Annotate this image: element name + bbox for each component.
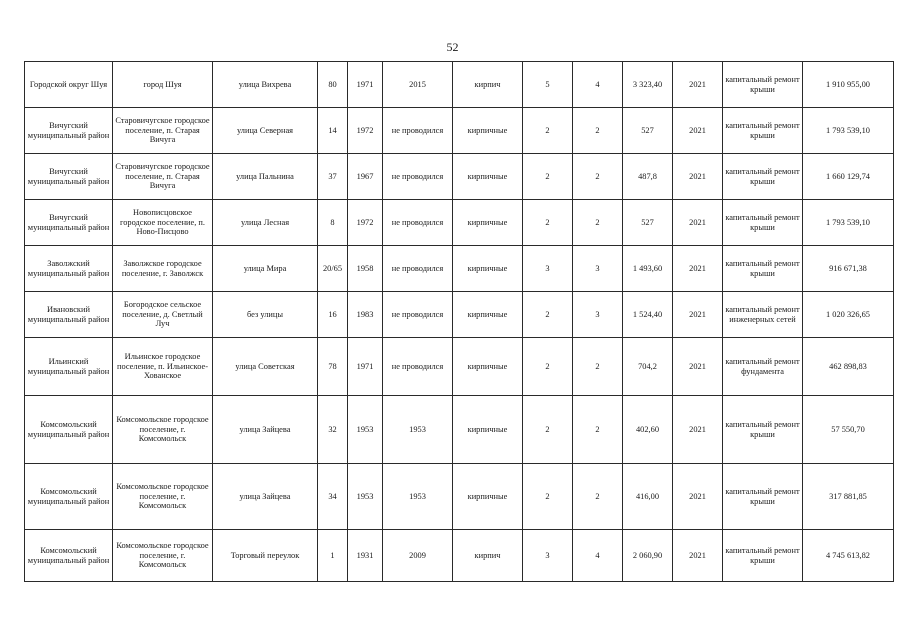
cell-wall-material: кирпичные (453, 338, 523, 396)
cell-street: улица Советская (213, 338, 318, 396)
cell-entrances: 2 (573, 338, 623, 396)
cell-floors: 3 (523, 530, 573, 582)
table-row (25, 108, 894, 154)
cell-district: Вичугский муниципальный район (25, 200, 113, 246)
cell-district: Заволжский муниципальный район (25, 246, 113, 292)
cell-district: Комсомольский муниципальный район (25, 530, 113, 582)
cell-area: 1 493,60 (623, 246, 673, 292)
cell-street: улица Зайцева (213, 396, 318, 464)
table-row (25, 246, 894, 292)
cell-street: улица Северная (213, 108, 318, 154)
cell-last-repair-year: 2015 (383, 62, 453, 108)
cell-floors: 2 (523, 154, 573, 200)
cell-cost: 4 745 613,82 (803, 530, 894, 582)
cell-last-repair-year: не проводился (383, 108, 453, 154)
cell-area: 1 524,40 (623, 292, 673, 338)
cell-district: Комсомольский муниципальный район (25, 396, 113, 464)
cell-cost: 462 898,83 (803, 338, 894, 396)
cell-house-number: 80 (318, 62, 348, 108)
cell-plan-year: 2021 (673, 62, 723, 108)
cell-build-year: 1958 (348, 246, 383, 292)
cell-street: улица Лесная (213, 200, 318, 246)
cell-work-type: капитальный ремонт крыши (723, 246, 803, 292)
cell-street: улица Вихрева (213, 62, 318, 108)
cell-work-type: капитальный ремонт крыши (723, 154, 803, 200)
cell-entrances: 3 (573, 246, 623, 292)
cell-floors: 2 (523, 464, 573, 530)
table-row (25, 396, 894, 464)
cell-street: улица Зайцева (213, 464, 318, 530)
cell-settlement: Старовичугское городское поселение, п. Старая Вичуга (113, 108, 213, 154)
cell-street: Торговый переулок (213, 530, 318, 582)
cell-entrances: 2 (573, 108, 623, 154)
cell-work-type: капитальный ремонт инженерных сетей (723, 292, 803, 338)
cell-cost: 1 793 539,10 (803, 108, 894, 154)
cell-plan-year: 2021 (673, 396, 723, 464)
cell-work-type: капитальный ремонт крыши (723, 108, 803, 154)
cell-plan-year: 2021 (673, 292, 723, 338)
cell-work-type: капитальный ремонт крыши (723, 396, 803, 464)
cell-settlement: Заволжское городское поселение, г. Заволжск (113, 246, 213, 292)
cell-build-year: 1983 (348, 292, 383, 338)
cell-last-repair-year: не проводился (383, 246, 453, 292)
cell-cost: 1 910 955,00 (803, 62, 894, 108)
cell-settlement: Ильинское городское поселение, п. Ильинское-Хованское (113, 338, 213, 396)
cell-street: улица Пальнина (213, 154, 318, 200)
cell-last-repair-year: 1953 (383, 464, 453, 530)
cell-last-repair-year: не проводился (383, 338, 453, 396)
cell-last-repair-year: 1953 (383, 396, 453, 464)
cell-district: Городской округ Шуя (25, 62, 113, 108)
table-row (25, 154, 894, 200)
cell-cost: 1 793 539,10 (803, 200, 894, 246)
cell-settlement: Новописцовское городское поселение, п. Ново-Писцово (113, 200, 213, 246)
cell-build-year: 1971 (348, 338, 383, 396)
cell-build-year: 1972 (348, 200, 383, 246)
cell-house-number: 78 (318, 338, 348, 396)
cell-work-type: капитальный ремонт крыши (723, 62, 803, 108)
cell-settlement: Комсомольское городское поселение, г. Комсомольск (113, 530, 213, 582)
table-row (25, 464, 894, 530)
cell-last-repair-year: не проводился (383, 154, 453, 200)
cell-floors: 2 (523, 200, 573, 246)
cell-build-year: 1967 (348, 154, 383, 200)
cell-area: 402,60 (623, 396, 673, 464)
cell-wall-material: кирпичные (453, 464, 523, 530)
cell-cost: 1 020 326,65 (803, 292, 894, 338)
cell-plan-year: 2021 (673, 464, 723, 530)
cell-district: Вичугский муниципальный район (25, 154, 113, 200)
cell-house-number: 37 (318, 154, 348, 200)
cell-entrances: 3 (573, 292, 623, 338)
cell-build-year: 1953 (348, 396, 383, 464)
cell-area: 527 (623, 108, 673, 154)
cell-work-type: капитальный ремонт крыши (723, 200, 803, 246)
page-number: 52 (446, 40, 459, 54)
cell-wall-material: кирпич (453, 530, 523, 582)
cell-house-number: 32 (318, 396, 348, 464)
cell-house-number: 1 (318, 530, 348, 582)
cell-settlement: Богородское сельское поселение, д. Светлый Луч (113, 292, 213, 338)
cell-plan-year: 2021 (673, 246, 723, 292)
cell-wall-material: кирпичные (453, 154, 523, 200)
cell-plan-year: 2021 (673, 154, 723, 200)
table-row (25, 62, 894, 108)
cell-build-year: 1972 (348, 108, 383, 154)
cell-plan-year: 2021 (673, 108, 723, 154)
cell-plan-year: 2021 (673, 338, 723, 396)
cell-settlement: Комсомольское городское поселение, г. Комсомольск (113, 464, 213, 530)
cell-entrances: 2 (573, 200, 623, 246)
cell-district: Комсомольский муниципальный район (25, 464, 113, 530)
cell-area: 416,00 (623, 464, 673, 530)
cell-entrances: 2 (573, 464, 623, 530)
cell-wall-material: кирпичные (453, 292, 523, 338)
cell-district: Ильинский муниципальный район (25, 338, 113, 396)
cell-build-year: 1931 (348, 530, 383, 582)
table-row (25, 292, 894, 338)
cell-cost: 1 660 129,74 (803, 154, 894, 200)
cell-entrances: 2 (573, 154, 623, 200)
cell-district: Ивановский муниципальный район (25, 292, 113, 338)
buildings-table (24, 61, 894, 582)
cell-settlement: Старовичугское городское поселение, п. Старая Вичуга (113, 154, 213, 200)
cell-house-number: 8 (318, 200, 348, 246)
cell-street: улица Мира (213, 246, 318, 292)
cell-house-number: 16 (318, 292, 348, 338)
cell-wall-material: кирпичные (453, 108, 523, 154)
cell-cost: 317 881,85 (803, 464, 894, 530)
cell-plan-year: 2021 (673, 530, 723, 582)
cell-wall-material: кирпич (453, 62, 523, 108)
cell-settlement: город Шуя (113, 62, 213, 108)
cell-settlement: Комсомольское городское поселение, г. Комсомольск (113, 396, 213, 464)
cell-work-type: капитальный ремонт крыши (723, 530, 803, 582)
cell-floors: 2 (523, 396, 573, 464)
cell-floors: 5 (523, 62, 573, 108)
cell-build-year: 1953 (348, 464, 383, 530)
cell-area: 527 (623, 200, 673, 246)
cell-area: 2 060,90 (623, 530, 673, 582)
cell-work-type: капитальный ремонт крыши (723, 464, 803, 530)
table-row (25, 338, 894, 396)
cell-floors: 2 (523, 108, 573, 154)
cell-build-year: 1971 (348, 62, 383, 108)
cell-plan-year: 2021 (673, 200, 723, 246)
cell-house-number: 20/65 (318, 246, 348, 292)
cell-area: 704,2 (623, 338, 673, 396)
cell-floors: 2 (523, 292, 573, 338)
cell-last-repair-year: не проводился (383, 292, 453, 338)
cell-entrances: 4 (573, 530, 623, 582)
cell-wall-material: кирпичные (453, 200, 523, 246)
cell-floors: 2 (523, 338, 573, 396)
cell-district: Вичугский муниципальный район (25, 108, 113, 154)
table-row (25, 200, 894, 246)
cell-area: 3 323,40 (623, 62, 673, 108)
cell-cost: 916 671,38 (803, 246, 894, 292)
cell-house-number: 34 (318, 464, 348, 530)
cell-last-repair-year: не проводился (383, 200, 453, 246)
cell-entrances: 2 (573, 396, 623, 464)
table-row (25, 530, 894, 582)
cell-work-type: капитальный ремонт фундамента (723, 338, 803, 396)
cell-house-number: 14 (318, 108, 348, 154)
cell-wall-material: кирпичные (453, 246, 523, 292)
cell-area: 487,8 (623, 154, 673, 200)
cell-entrances: 4 (573, 62, 623, 108)
cell-street: без улицы (213, 292, 318, 338)
cell-wall-material: кирпичные (453, 396, 523, 464)
cell-floors: 3 (523, 246, 573, 292)
cell-cost: 57 550,70 (803, 396, 894, 464)
cell-last-repair-year: 2009 (383, 530, 453, 582)
